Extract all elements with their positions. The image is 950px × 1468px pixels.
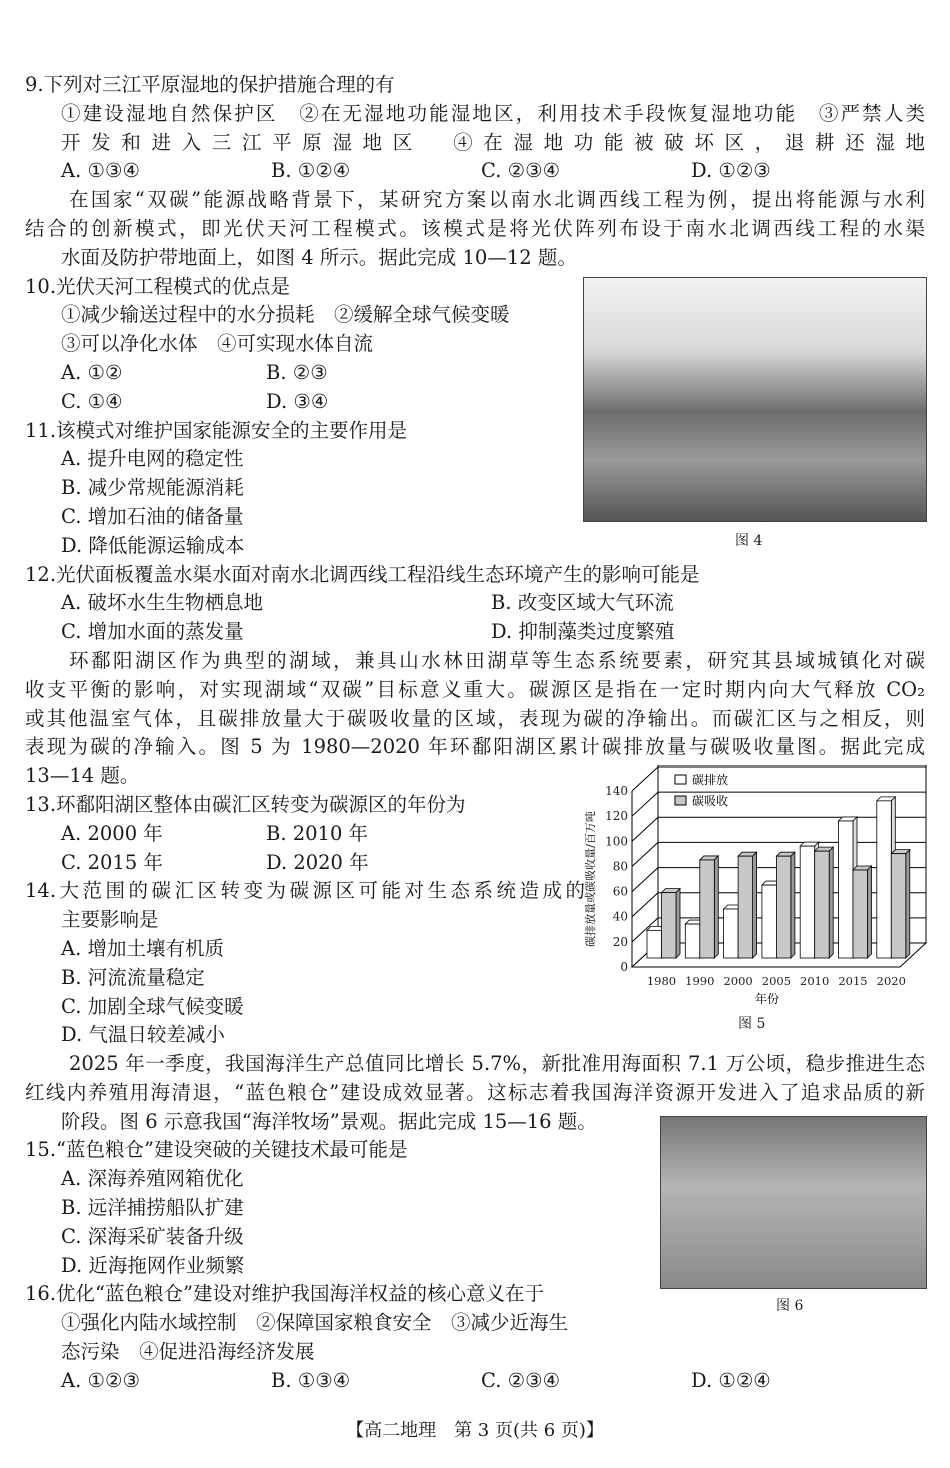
text-line xyxy=(25,589,925,618)
text-line: B. 远洋捕捞船队扩建 xyxy=(61,1196,244,1220)
text-line: ①减少输送过程中的水分损耗 ②缓解全球气候变暖 xyxy=(61,303,510,327)
y-tick-label: 20 xyxy=(612,934,628,949)
figure-6-caption: 图 6 xyxy=(776,1298,804,1314)
x-tick-label: 2020 xyxy=(876,974,906,988)
bar-side xyxy=(714,856,718,958)
answer-option: C. ②③④ xyxy=(481,1368,561,1392)
bar-碳排放 xyxy=(724,909,739,958)
text-line: A. 深海养殖网箱优化 xyxy=(61,1167,244,1191)
answer-option: B. ①②④ xyxy=(271,159,351,183)
text-line: D. 气温日较差减小 xyxy=(61,1023,225,1047)
text-line: 10.光伏天河工程模式的优点是 xyxy=(25,274,291,298)
answer-option: B. 改变区域大气环流 xyxy=(491,591,674,615)
text-line: C. 增加石油的储备量 xyxy=(61,504,244,528)
bar-碳排放 xyxy=(685,924,700,958)
text-line: 红线内养殖用海清退，“蓝色粮仓”建设成效显著。这标志着我国海洋资源开发进入了追求品质的新 xyxy=(25,1080,925,1104)
bar-side xyxy=(753,852,757,958)
answer-option: A. ①② xyxy=(61,360,123,384)
text-line: A. 增加土壤有机质 xyxy=(61,936,224,960)
text-line: 13.环鄱阳湖区整体由碳汇区转变为碳源区的年份为 xyxy=(25,792,466,816)
text-line: ①建设湿地自然保护区 ②在无湿地功能湿地区，利用技术手段恢复湿地功能 ③严禁人类 xyxy=(61,101,925,125)
text-line xyxy=(25,157,925,186)
y-tick-label: 60 xyxy=(612,884,628,899)
figure-5-caption: 图 5 xyxy=(738,1016,766,1032)
answer-option: B. 2010 年 xyxy=(266,821,369,845)
text-line: 水面及防护带地面上，如图 4 所示。据此完成 10—12 题。 xyxy=(61,245,577,269)
text-line: 或其他温室气体，且碳排放量大于碳吸收量的区域，表现为碳的净输出。而碳汇区与之相反，则 xyxy=(25,706,925,730)
bar-side xyxy=(829,847,833,958)
text-line: 2025 年一季度，我国海洋生产总值同比增长 5.7%，新批准用海面积 7.1 万公顷，稳步推进生态 xyxy=(69,1052,925,1076)
figure-4-caption: 图 4 xyxy=(735,533,763,549)
text-line: 11.该模式对维护国家能源安全的主要作用是 xyxy=(25,418,408,442)
text-line: 主要影响是 xyxy=(61,908,159,932)
legend-swatch xyxy=(675,796,686,805)
gridline-diagonal xyxy=(632,868,658,892)
bar-碳排放 xyxy=(800,846,815,958)
bar-side xyxy=(676,889,680,958)
bar-碳排放 xyxy=(647,930,662,958)
text-line: 态污染 ④促进沿海经济发展 xyxy=(61,1340,315,1364)
x-axis-label: 年份 xyxy=(754,992,780,1006)
legend-swatch xyxy=(675,775,686,784)
answer-option: C. 增加水面的蒸发量 xyxy=(61,620,244,644)
text-line: 13—14 题。 xyxy=(25,764,140,788)
y-tick-label: 40 xyxy=(612,909,628,924)
gridline-diagonal xyxy=(632,767,658,791)
bar-side xyxy=(868,866,872,958)
legend-label: 碳吸收 xyxy=(692,794,729,808)
y-tick-label: 120 xyxy=(605,809,628,824)
y-tick-label: 140 xyxy=(605,784,628,798)
x-tick-label: 1980 xyxy=(646,974,677,988)
y-tick-label: 0 xyxy=(620,960,628,974)
text-line: 结合的创新模式，即光伏天河工程模式。该模式是将光伏阵列布设于南水北调西线工程的水渠 xyxy=(25,216,925,240)
answer-option: B. ②③ xyxy=(266,360,328,384)
gridline-diagonal xyxy=(632,842,658,866)
x-tick-label: 1990 xyxy=(685,974,715,988)
text-line: C. 加剧全球气候变暖 xyxy=(61,994,244,1018)
text-line: 环鄱阳湖区作为典型的湖域，兼具山水林田湖草等生态系统要素，研究其县域城镇化对碳 xyxy=(69,648,925,672)
text-line: D. 降低能源运输成本 xyxy=(61,533,245,557)
text-line: A. 提升电网的稳定性 xyxy=(61,447,244,471)
bar-碳排放 xyxy=(839,821,854,958)
answer-option: C. ②③④ xyxy=(481,159,561,183)
gridline-diagonal xyxy=(632,893,658,917)
answer-option: B. ①③④ xyxy=(271,1368,351,1392)
text-line: ③可以净化水体 ④可实现水体自流 xyxy=(61,332,374,356)
answer-option: C. ①④ xyxy=(61,389,123,413)
y-tick-label: 100 xyxy=(605,834,628,849)
bar-side xyxy=(791,852,795,958)
figure-4-photovoltaic-canal-image xyxy=(583,277,927,522)
answer-option: A. ①③④ xyxy=(61,159,140,183)
y-axis-label: 碳排放量或碳吸收量/百万吨 xyxy=(584,811,597,947)
gridline-diagonal xyxy=(632,817,658,841)
text-line: 在国家“双碳”能源战略背景下，某研究方案以南水北调西线工程为例，提出将能源与水利 xyxy=(69,188,925,212)
text-line: 开发和进入三江平原湿地区 ④在湿地功能被破坏区，退耕还湿地 xyxy=(61,130,925,154)
answer-option: A. ①②③ xyxy=(61,1368,140,1392)
figure-5-bar-chart xyxy=(580,765,930,1015)
x-tick-label: 2015 xyxy=(838,974,868,988)
bar-碳吸收 xyxy=(700,860,715,958)
bar-碳吸收 xyxy=(776,856,791,958)
answer-option: D. ③④ xyxy=(266,389,329,413)
bar-碳吸收 xyxy=(738,856,753,958)
text-line: 12.光伏面板覆盖水渠水面对南水北调西线工程沿线生态环境产生的影响可能是 xyxy=(25,562,700,586)
text-line: 阶段。图 6 示意我国“海洋牧场”景观。据此完成 15—16 题。 xyxy=(61,1109,597,1133)
text-line: 9.下列对三江平原湿地的保护措施合理的有 xyxy=(25,73,395,96)
answer-option: C. 2015 年 xyxy=(61,850,163,874)
bar-碳吸收 xyxy=(662,893,677,958)
answer-option: A. 2000 年 xyxy=(61,821,163,845)
bar-side xyxy=(906,850,910,958)
text-line: 收支平衡的影响，对实现湖域“双碳”目标意义重大。碳源区是指在一定时期内向大气释放 CO₂ xyxy=(25,677,925,701)
text-line: D. 近海拖网作业频繁 xyxy=(61,1253,245,1277)
answer-option: D. ①②④ xyxy=(691,1368,771,1392)
answer-option: D. 抑制藻类过度繁殖 xyxy=(491,620,675,644)
bar-碳吸收 xyxy=(891,854,906,958)
x-tick-label: 2005 xyxy=(761,974,792,988)
text-line: B. 减少常规能源消耗 xyxy=(61,476,244,500)
text-line: 14.大范围的碳汇区转变为碳源区可能对生态系统造成的 xyxy=(25,879,585,903)
x-tick-label: 2010 xyxy=(800,974,830,988)
answer-option: D. ①②③ xyxy=(691,159,771,183)
answer-option: D. 2020 年 xyxy=(266,850,369,874)
figure-6-ocean-ranch-image xyxy=(660,1116,927,1289)
bar-碳排放 xyxy=(762,885,777,958)
text-line: ①强化内陆水域控制 ②保障国家粮食安全 ③减少近海生 xyxy=(61,1311,569,1335)
bar-碳吸收 xyxy=(815,851,830,958)
text-line: 15.“蓝色粮仓”建设突破的关键技术最可能是 xyxy=(25,1138,408,1162)
gridline-diagonal xyxy=(632,792,658,816)
text-line xyxy=(25,1367,925,1396)
text-line: C. 深海采矿装备升级 xyxy=(61,1224,244,1248)
y-tick-label: 80 xyxy=(612,859,628,874)
text-line: 表现为碳的净输入。图 5 为 1980—2020 年环鄱阳湖区累计碳排放量与碳吸收量图。据此完成 xyxy=(25,735,925,759)
bar-碳排放 xyxy=(877,801,892,958)
text-line: 16.优化“蓝色粮仓”建设对维护我国海洋权益的核心意义在于 xyxy=(25,1282,544,1306)
page-footer: 【高二地理 第 3 页(共 6 页)】 xyxy=(346,1420,604,1441)
text-line: B. 河流流量稳定 xyxy=(61,965,205,989)
bar-碳吸收 xyxy=(853,870,868,958)
text-line xyxy=(25,618,925,647)
x-tick-label: 2000 xyxy=(723,974,753,988)
answer-option: A. 破坏水生生物栖息地 xyxy=(61,591,263,615)
legend-label: 碳排放 xyxy=(692,773,729,787)
